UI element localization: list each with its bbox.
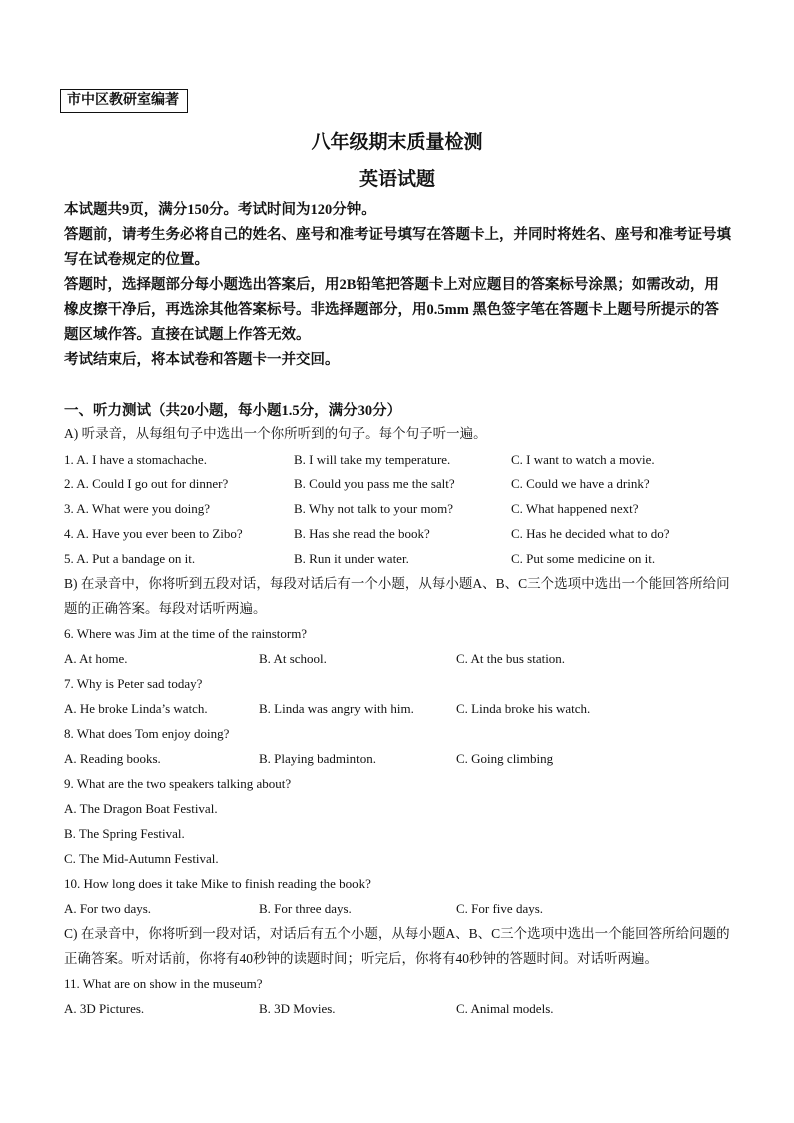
- q1-option-a: 1. A. I have a stomachache.: [64, 452, 207, 467]
- q10-option-b: B. For three days.: [259, 901, 352, 916]
- q3-option-a: 3. A. What were you doing?: [64, 501, 210, 516]
- q2-option-a: 2. A. Could I go out for dinner?: [64, 476, 229, 491]
- note-3: 答题时，选择题部分每小题选出答案后，用2B铅笔把答题卡上对应题目的答案标号涂黑；如需改动，用橡皮擦干净后，再选涂其他答案标号。非选择题部分，用0.5mm 黑色签字笔在答题卡上题号所提示的答题区域作答。直接在试题上作答无效。: [64, 277, 719, 343]
- part-a-instruction: A) 听录音，从每组句子中选出一个你所听到的句子。每个句子听一遍。: [64, 426, 487, 441]
- exam-notes: [64, 198, 732, 373]
- q10-option-c: C. For five days.: [456, 901, 544, 916]
- q8-option-c: C. Going climbing: [456, 751, 554, 766]
- q10-option-a: A. For two days.: [64, 901, 152, 916]
- part-c-instruction: C) 在录音中，你将听到一段对话，对话后有五个小题，从每小题A、B、C三个选项中选出一个能回答所给问题的正确答案。听对话前，你将有40秒钟的读题时间；听完后，你将有40秒钟的答题时间。对话听两遍。: [64, 926, 730, 966]
- q7-question: 7. Why is Peter sad today?: [64, 676, 203, 691]
- q6-option-c: C. At the bus station.: [456, 651, 566, 666]
- q3-option-c: C. What happened next?: [511, 501, 639, 516]
- q2-option-b: B. Could you pass me the salt?: [294, 476, 455, 491]
- q11-option-b: B. 3D Movies.: [259, 1001, 336, 1016]
- q7-option-a: A. He broke Linda’s watch.: [64, 701, 208, 716]
- q1-option-c: C. I want to watch a movie.: [511, 452, 655, 467]
- q7-option-b: B. Linda was angry with him.: [259, 701, 414, 716]
- q5-option-a: 5. A. Put a bandage on it.: [64, 551, 196, 566]
- q8-question: 8. What does Tom enjoy doing?: [64, 726, 230, 741]
- q5-option-c: C. Put some medicine on it.: [511, 551, 656, 566]
- q9-option-a: A. The Dragon Boat Festival.: [64, 801, 218, 816]
- q3-option-b: B. Why not talk to your mom?: [294, 501, 453, 516]
- q7-option-c: C. Linda broke his watch.: [456, 701, 591, 716]
- q6-question: 6. Where was Jim at the time of the rainstorm?: [64, 626, 308, 641]
- q4-option-a: 4. A. Have you ever been to Zibo?: [64, 526, 243, 541]
- q11-question: 11. What are on show in the museum?: [64, 976, 263, 991]
- q9-question: 9. What are the two speakers talking about?: [64, 776, 292, 791]
- q11-option-a: A. 3D Pictures.: [64, 1001, 145, 1016]
- q8-option-a: A. Reading books.: [64, 751, 161, 766]
- q4-option-c: C. Has he decided what to do?: [511, 526, 670, 541]
- exam-title: 八年级期末质量检测: [311, 132, 483, 153]
- note-4: 考试结束后，将本试卷和答题卡一并交回。: [64, 352, 340, 368]
- editor-label-box: 市中区教研室编著: [60, 89, 188, 113]
- note-1: 本试题共9页，满分150分。考试时间为120分钟。: [64, 202, 376, 218]
- q6-option-b: B. At school.: [259, 651, 327, 666]
- exam-subtitle: 英语试题: [358, 169, 435, 190]
- q8-option-b: B. Playing badminton.: [259, 751, 376, 766]
- section-heading: 一、听力测试（共20小题，每小题1.5分，满分30分）: [64, 403, 402, 419]
- note-2: 答题前，请考生务必将自己的姓名、座号和准考证号填写在答题卡上，并同时将姓名、座号和准考证号填写在试卷规定的位置。: [64, 227, 731, 268]
- q1-option-b: B. I will take my temperature.: [294, 452, 451, 467]
- q10-question: 10. How long does it take Mike to finish reading the book?: [64, 876, 371, 891]
- q11-option-c: C. Animal models.: [456, 1001, 554, 1016]
- part-b-instruction: B) 在录音中，你将听到五段对话，每段对话后有一个小题，从每小题A、B、C三个选项中选出一个能回答所给问题的正确答案。每段对话听两遍。: [64, 576, 730, 616]
- q6-option-a: A. At home.: [64, 651, 128, 666]
- q5-option-b: B. Run it under water.: [294, 551, 409, 566]
- q9-option-b: B. The Spring Festival.: [64, 826, 185, 841]
- q9-option-c: C. The Mid-Autumn Festival.: [64, 851, 219, 866]
- q4-option-b: B. Has she read the book?: [294, 526, 430, 541]
- q2-option-c: C. Could we have a drink?: [511, 476, 650, 491]
